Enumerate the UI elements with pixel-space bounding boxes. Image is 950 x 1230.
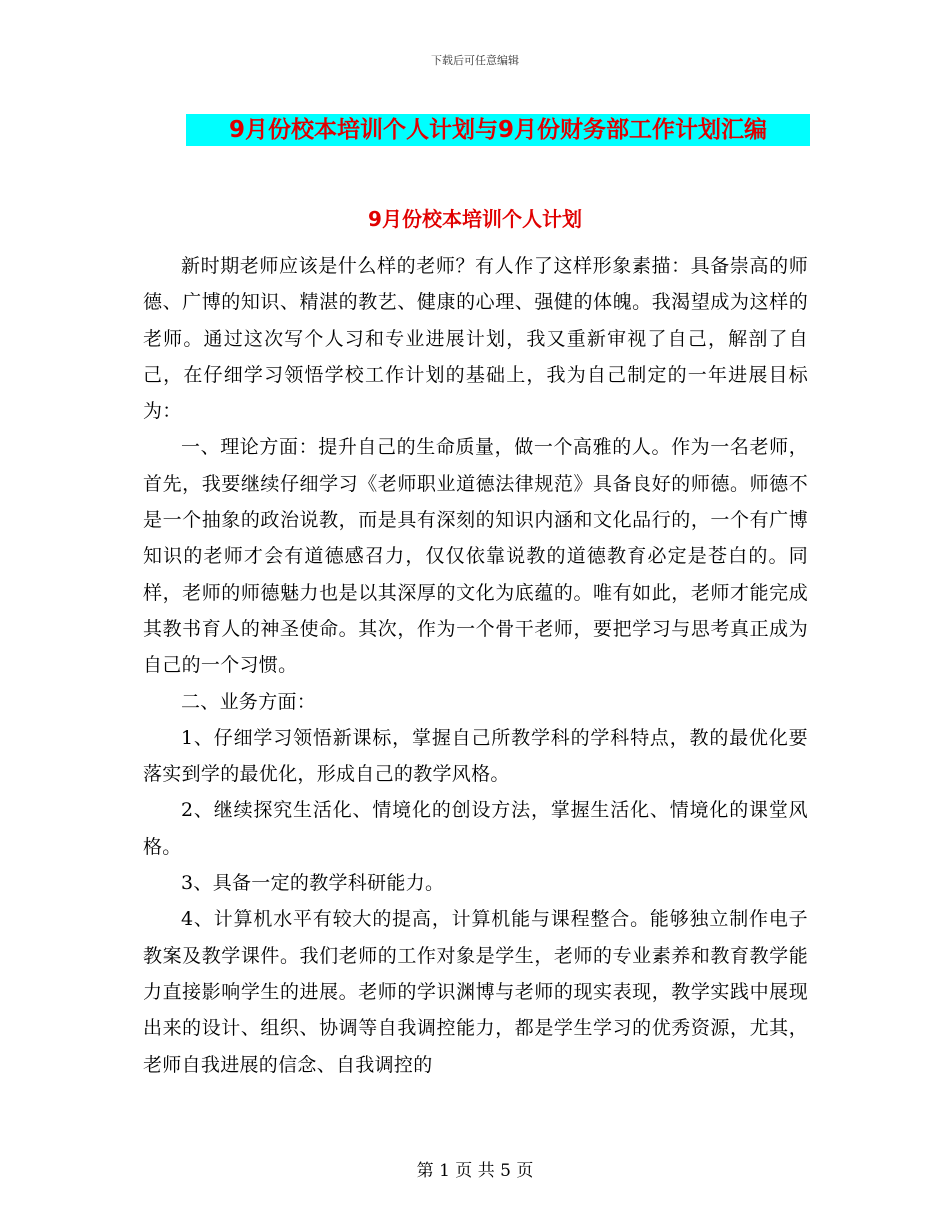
paragraph-theory: 一、理论方面：提升自己的生命质量，做一个高雅的人。作为一名老师，首先，我要继续仔细学习《老师职业道德法律规范》具备良好的师德。师德不是一个抽象的政治说教，而是具有深刻的知识内涵和文化品行的，一个有广博知识的老师才会有道德感召力，仅仅依靠说教的道德教育必定是苍白的。同样，老师的师德魅力也是以其深厚的文化为底蕴的。唯有如此，老师才能完成其教书育人的神圣使命。其次，作为一个骨干老师，要把学习与思考真正成为自己的一个习惯。 (143, 436, 808, 677)
paragraph-item-1: 1、仔细学习领悟新课标，掌握自己所教学科的学科特点，教的最优化要落实到学的最优化，形成自己的教学风格。 (143, 726, 808, 786)
paragraph-item-4: 4、计算机水平有较大的提高，计算机能与课程整合。能够独立制作电子教案及教学课件。我们老师的工作对象是学生，老师的专业素养和教育教学能力直接影响学生的进展。老师的学识渊博与老师的现实表现，教学实践中展现出来的设计、组织、协调等自我调控能力，都是学生学习的优秀资源，尤其，老师自我进展的信念、自我调控的 (143, 908, 808, 1076)
page-number: 第 1 页 共 5 页 (416, 1161, 534, 1181)
paragraph-item-2: 2、继续探究生活化、情境化的创设方法，掌握生活化、情境化的课堂风格。 (143, 799, 808, 858)
section-title: 9月份校本培训个人计划 (368, 207, 582, 231)
header-note: 下载后可任意编辑 (431, 54, 519, 67)
body-text (143, 248, 808, 1083)
document-title: 9月份校本培训个人计划与9月份财务部工作计划汇编 (186, 114, 810, 146)
paragraph-item-3: 3、具备一定的教学科研能力。 (181, 872, 445, 895)
paragraph-business-heading: 二、业务方面： (181, 690, 317, 713)
paragraph-intro: 新时期老师应该是什么样的老师？有人作了这样形象素描：具备崇高的师德、广博的知识、精湛的教艺、健康的心理、强健的体魄。我渴望成为这样的老师。通过这次写个人习和专业进展计划，我又重新审视了自己，解剖了自己，在仔细学习领悟学校工作计划的基础上，我为自己制定的一年进展目标为： (143, 255, 808, 423)
